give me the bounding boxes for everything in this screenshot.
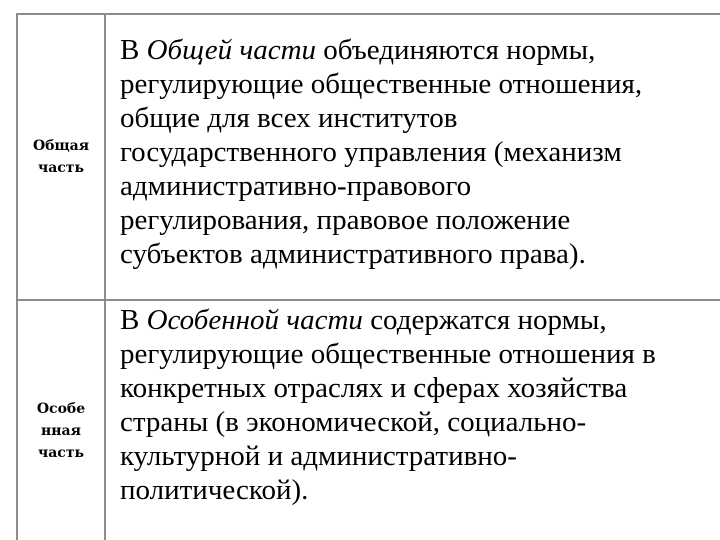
text-line: государственного управления (механизм (120, 136, 622, 168)
label-line: Общая (32, 138, 90, 154)
text-line: конкретных отраслях и сферах хозяйства (120, 372, 628, 404)
parts-table (16, 13, 720, 540)
text-line: регулирующие общественные отношения в (120, 338, 656, 370)
text-line: В Особенной части содержатся нормы, (120, 304, 607, 336)
table-row-special-part (18, 301, 720, 540)
text-line: политической). (120, 474, 309, 506)
label-line: часть (37, 160, 84, 176)
text-line: общие для всех институтов (120, 102, 458, 134)
text-line: страны (в экономической, социально- (120, 406, 587, 438)
text-line: В Общей части объединяются нормы, (120, 34, 596, 66)
special-part-description (120, 303, 720, 507)
label-line: Особе (36, 401, 86, 417)
label-line: часть (37, 445, 85, 461)
text-line: субъектов административного права). (120, 238, 586, 270)
label-line: нная (41, 423, 81, 439)
table-row-general-part (18, 15, 720, 301)
general-part-label (18, 15, 106, 299)
general-part-description (120, 33, 720, 271)
special-part-label (18, 301, 106, 540)
text-line: регулирующие общественные отношения, (120, 68, 643, 100)
text-line: административно-правового (120, 170, 472, 202)
emphasis-general-part: Общей части (146, 34, 317, 66)
text-line: регулирования, правовое положение (120, 204, 571, 236)
emphasis-special-part: Особенной части (146, 304, 363, 336)
text-line: культурной и административно- (120, 440, 517, 472)
